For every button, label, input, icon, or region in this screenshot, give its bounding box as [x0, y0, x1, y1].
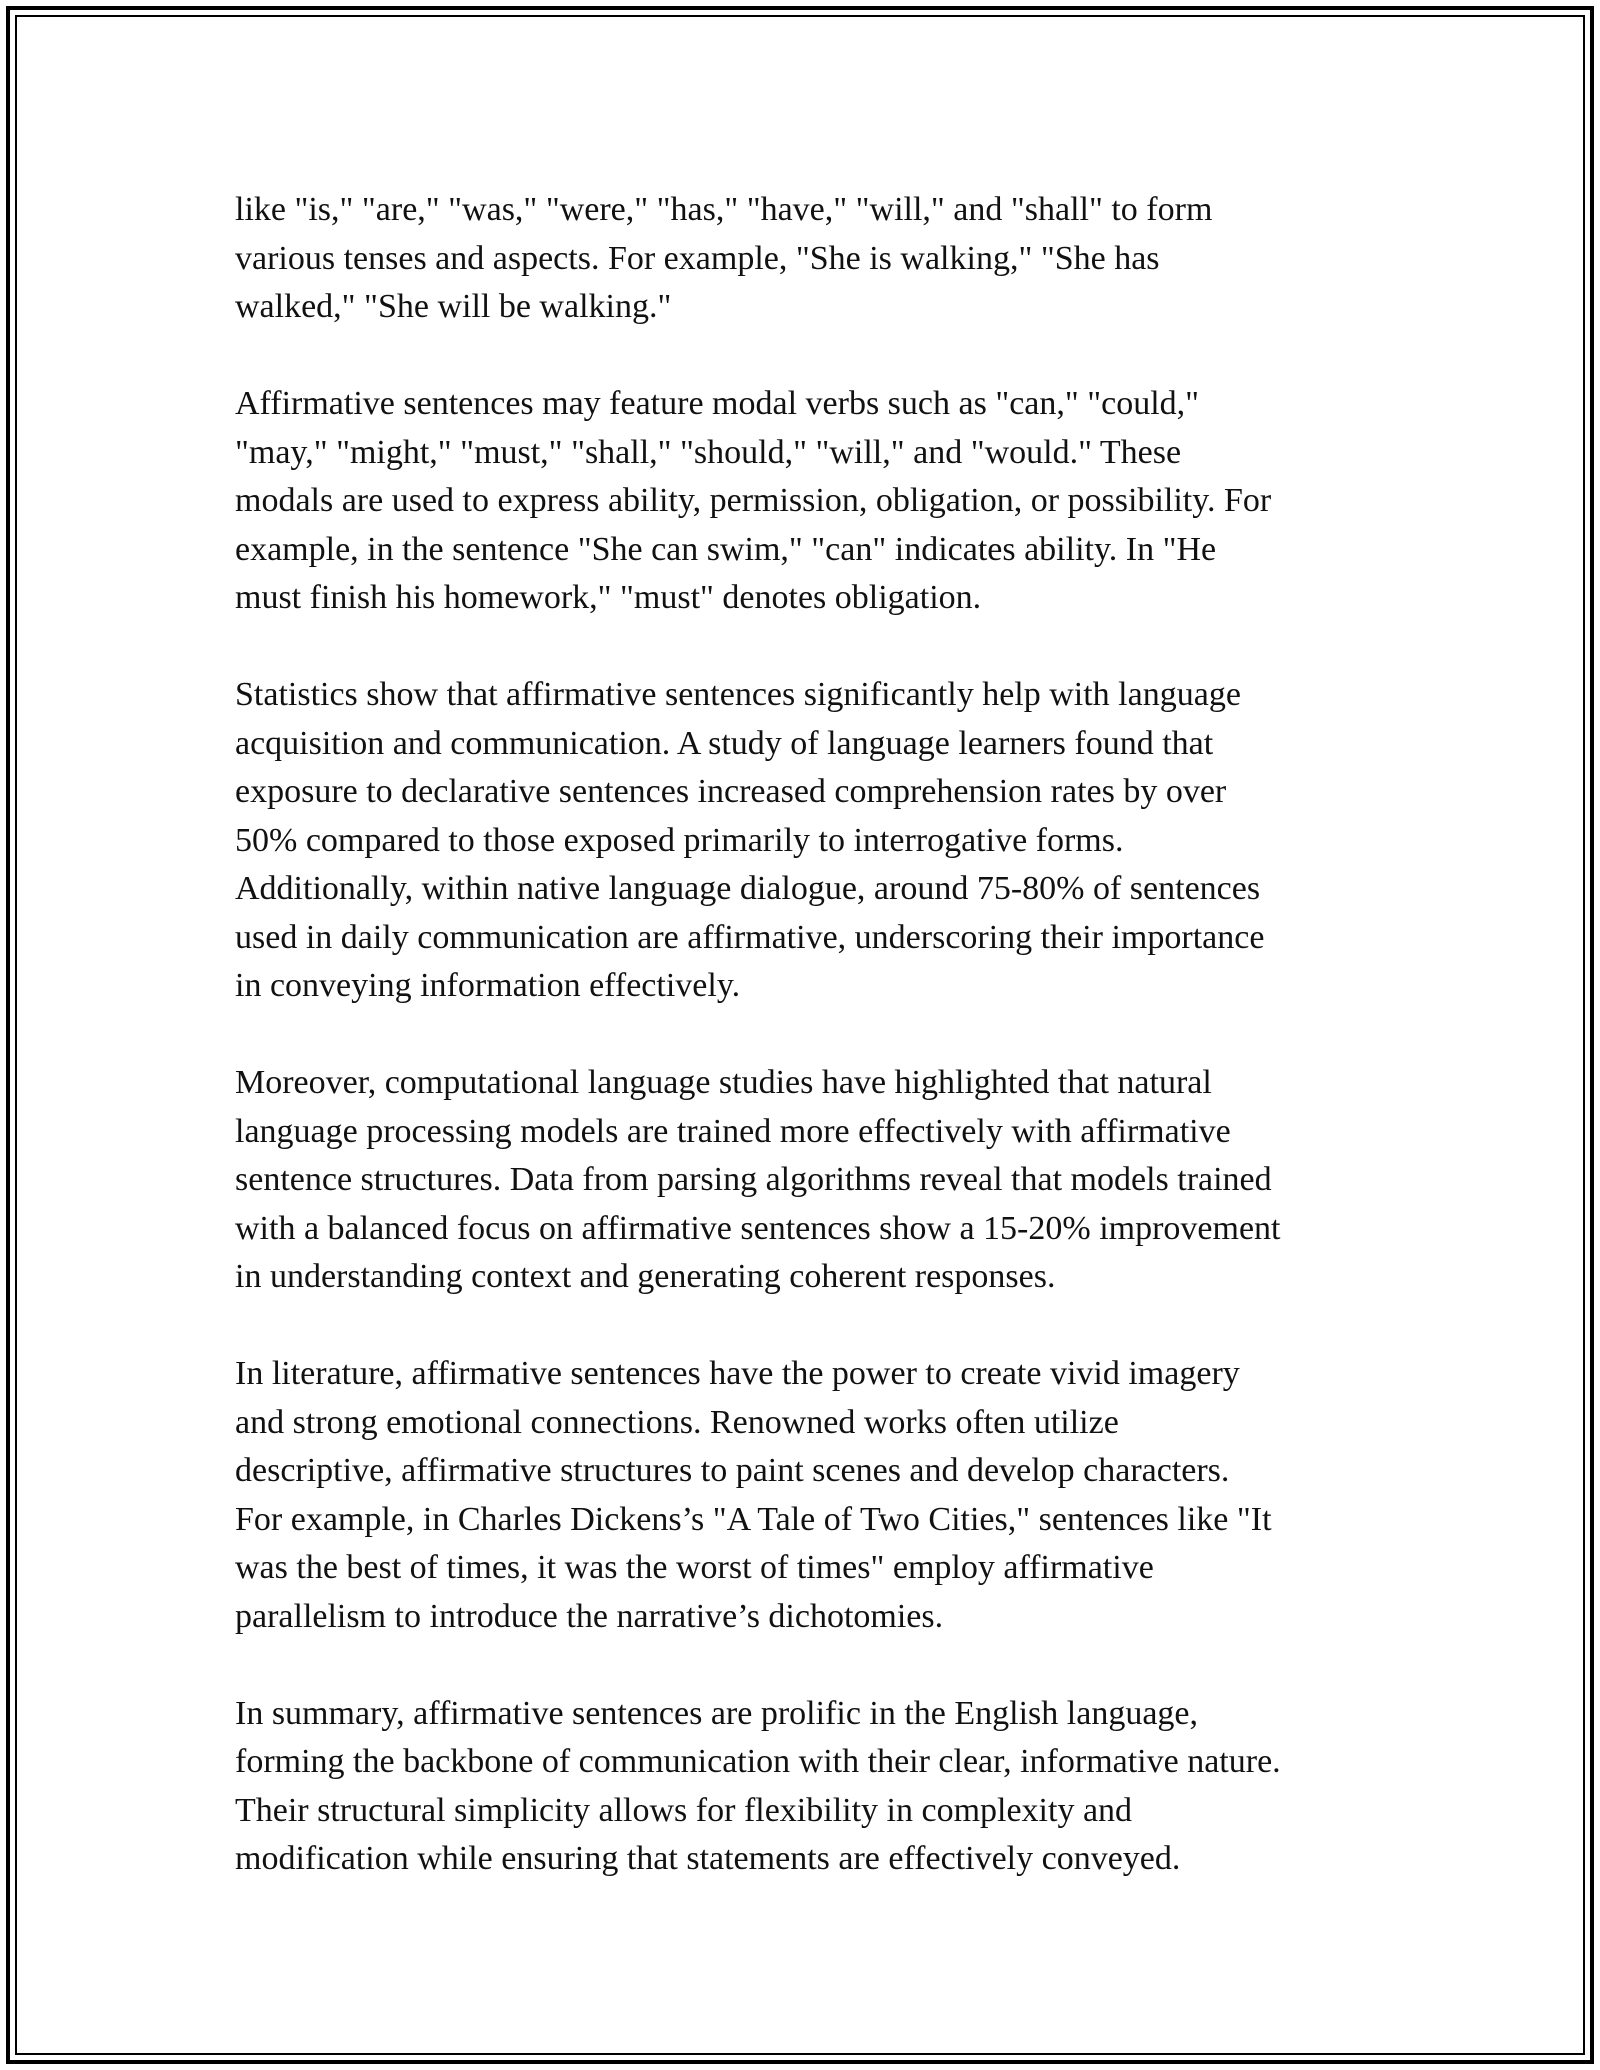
- paragraph-computational-studies: Moreover, computational language studies have highlighted that natural language processing models are trained more effectively with affirmative sentence structures. Data from parsing algorithms reveal that models trained with a balanced focus on affirmative sentences show a 15-20% improvement in understanding context and generating coherent responses.: [235, 1064, 1281, 1295]
- paragraph-summary: In summary, affirmative sentences are prolific in the English language, forming the backbone of communication with their clear, informative nature. Their structural simplicity allows for flexibility in complexity and modification while ensuring that statements are effectively conveyed.: [235, 1694, 1281, 1877]
- paragraph-statistics: Statistics show that affirmative sentences significantly help with language acquisition and communication. A study of language learners found that exposure to declarative sentences increased comprehension rates by over 50% compared to those exposed primarily to interrogative forms. Additionally, within native language dialogue, around 75-80% of sentences used in daily communication are affirmative, underscoring their importance in conveying information effectively.: [235, 676, 1265, 1004]
- document-body: [235, 186, 1385, 1932]
- paragraph-literature: In literature, affirmative sentences have the power to create vivid imagery and strong emotional connections. Renowned works often utilize descriptive, affirmative structures to paint scenes and develop characters. For example, in Charles Dickens’s "A Tale of Two Cities," sentences like "It was the best of times, it was the worst of times" employ affirmative parallelism to introduce the narrative’s dichotomies.: [235, 1355, 1272, 1635]
- paragraph-tense-auxiliaries: like "is," "are," "was," "were," "has," "have," "will," and "shall" to form various tenses and aspects. For example, "She is walking," "She has walked," "She will be walking.": [235, 191, 1213, 325]
- paragraph-modal-verbs: Affirmative sentences may feature modal verbs such as "can," "could," "may," "might," "must," "shall," "should," "will," and "would." These modals are used to express ability, permission, obligation, or possibility. For example, in the sentence "She can swim," "can" indicates ability. In "He must finish his homework," "must" denotes obligation.: [235, 385, 1272, 616]
